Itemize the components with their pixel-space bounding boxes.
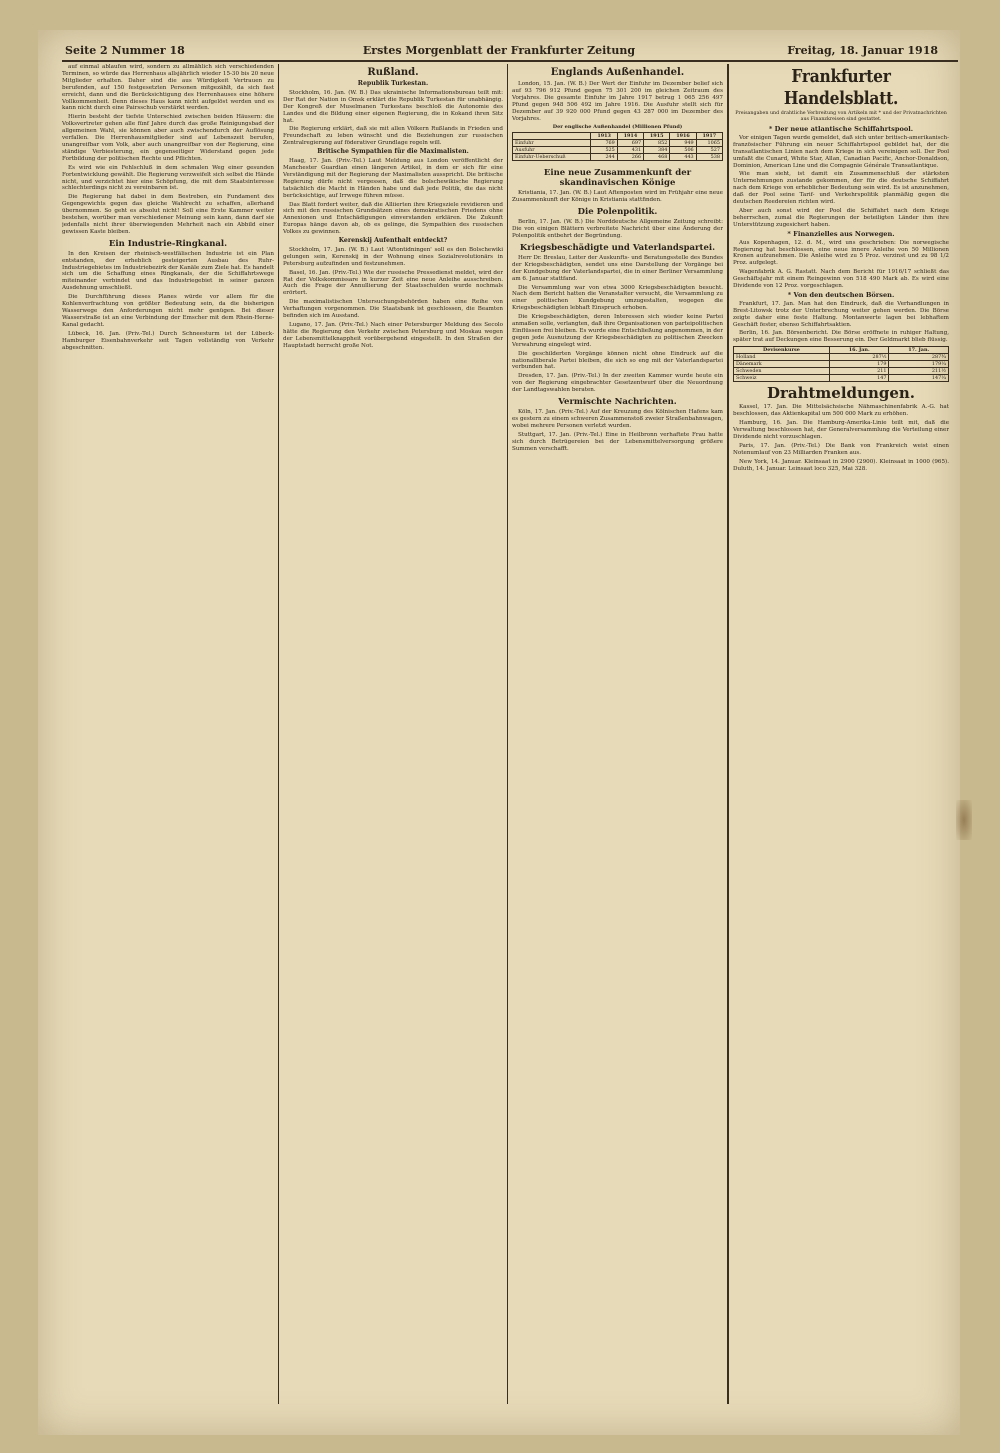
table-header-cell xyxy=(513,133,591,140)
article-heading: Rußland. xyxy=(367,67,419,78)
article-heading: * Von den deutschen Börsen. xyxy=(787,290,895,299)
paragraph: Frankfurt, 17. Jan. Man hat den Eindruck, daß die Verhandlungen in Brest-Litowsk trotz der Unterbrechung weiter gehen werden. Die Börse zeigte daher eine feste Haltung. Montanwerte lagen bei lebhaftem Geschäft fester, ebenso Schiffahrtsaktien. xyxy=(733,300,949,328)
table-caption: Der englische Außenhandel (Millionen Pfund) xyxy=(552,124,683,131)
column-4 xyxy=(733,64,949,1406)
table-header-cell: 1916 xyxy=(670,133,696,140)
paragraph: Die geschilderten Vorgänge können nicht ohne Eindruck auf die nationalliberale Partei bleiben, die sich so eng mit der Vaterlandspartei verbunden hat. xyxy=(512,350,723,371)
table-row xyxy=(734,375,949,382)
table-cell: Holland xyxy=(734,354,830,361)
section-title: Drahtmeldungen. xyxy=(766,384,916,403)
article-heading: Eine neue Zusammenkunft der skandinavischen Könige xyxy=(543,168,692,189)
column-2 xyxy=(283,64,503,1406)
table-cell: 384 xyxy=(644,147,670,154)
paragraph: Aus Kopenhagen, 12. d. M., wird uns geschrieben: Die norwegische Regierung hat beschlossen, eine neue innere Anleihe von 50 Millionen Kronen aufzunehmen. Die Anleihe wird zu 5 Proz. verzinst und zu 98 1/2 Proz. aufgelegt. xyxy=(733,239,949,267)
subheading: Republik Turkestan. xyxy=(357,80,429,87)
article-heading: * Der neue atlantische Schiffahrtspool. xyxy=(768,125,914,133)
table-header-cell: 1917 xyxy=(696,133,722,140)
section-title: Frankfurter Handelsblatt. xyxy=(783,66,899,109)
table-cell: Ausfuhr xyxy=(513,147,591,154)
table-header-cell: 1914 xyxy=(617,133,643,140)
paragraph: Aber auch sonst wird der Pool die Schiffahrt nach dem Kriege beherrschen, zumal die Regierungen der beteiligten Länder ihm ihre Unterstützung zugesichert haben. xyxy=(733,207,949,228)
table-cell: 949 xyxy=(670,140,696,147)
paragraph: Stockholm, 17. Jan. (W. B.) Laut 'Aftontidningen' soll es den Bolschewiki gelungen sein, Kerenskij in der Wohnung eines Sozialrevolutionärs in Petersburg aufzufinden und festzunehmen. xyxy=(283,246,503,267)
paragraph: Berlin, 16. Jan. Börsenbericht. Die Börse eröffnete in ruhiger Haltung, später trat auf Deckungen eine Besserung ein. Der Geldmarkt blieb flüssig. xyxy=(733,330,949,344)
table-row xyxy=(513,154,723,161)
table-header-cell: 1915 xyxy=(644,133,670,140)
table-cell: Schweiz xyxy=(734,375,830,382)
paragraph: Die Regierung erklärt, daß sie mit allen Völkern Rußlands in Frieden und Freundschaft zu leben wünscht und die Beziehungen zur russischen Zentralregierung auf föderativer Grundlage regeln will. xyxy=(283,126,503,147)
paragraph: In den Kreisen der rheinisch-westfälischen Industrie ist ein Plan entstanden, der erheblich gesteigerten Ausbau des Ruhr-Industriegebietes im Industriebezirk der Kanäle zum Ziele hat. Es handelt sich um die Schaffung eines Ringkanals, der die Schiffahrtswege miteinander verbindet und das Industriegebiet in seiner ganzen Ausdehnung umschließt. xyxy=(62,250,274,292)
masthead xyxy=(38,44,960,60)
table-cell: 287¾ xyxy=(889,354,949,361)
section-note: Preisangaben und drahtliche Verbreitung von Artikeln mit * und der Privatnachrichten aus Finanzkreisen sind gestattet. xyxy=(735,111,947,122)
table-cell: Einfuhr xyxy=(513,140,591,147)
table-cell: 431 xyxy=(617,147,643,154)
table-cell: 147¼ xyxy=(889,375,949,382)
paragraph: Die Regierung hat dabei in dem Bestreben, ein Fundament des Gegengewichts gegen das gleiche Wahlrecht zu schaffen, allerhand übernommen. So geht es absolut nicht! Soll eine Erste Kammer weiter bestehen, worüber man verschiedener Meinung sein kann, dann darf sie jedenfalls nicht ihrer überwiegenden Mehrheit nach ein Abbild einer gewissen Kaste bleiben. xyxy=(62,194,274,235)
column-3 xyxy=(512,64,723,1406)
paragraph: Wie man sieht, ist damit ein Zusammenschluß der stärksten Unternehmungen zustande gekommen, der für die deutsche Schiffahrt nach dem Kriege von erheblicher Bedeutung sein wird. Es ist anzunehmen, daß der Pool seine Tarif- und Verkehrspolitik planmäßig gegen die deutschen Reedereien richten wird. xyxy=(733,171,949,206)
table-cell: 1065 xyxy=(696,140,722,147)
table-row xyxy=(734,361,949,368)
paragraph: Kassel, 17. Jan. Die Mittelsächsische Nähmaschinenfabrik A.-G. hat beschlossen, das Aktienkapital um 500 000 Mark zu erhöhen. xyxy=(733,404,949,418)
paragraph: Die maximalistischen Untersuchungsbehörden haben eine Reihe von Verhaftungen vorgenommen. Die Staatsbank ist geschlossen, die Beamten befinden sich im Ausstand. xyxy=(283,299,503,320)
paragraph: Das Blatt fordert weiter, daß die Alliierten ihre Kriegsziele revidieren und sich mit den russischen Grundsätzen eines demokratischen Friedens ohne Annexionen und Entschädigungen einverstanden erklären. Die Zukunft Europas hänge davon ab, ob es gelinge, die Sympathien des russischen Volkes zu gewinnen. xyxy=(283,201,503,236)
paragraph: Berlin, 17. Jan. (W. B.) Die Norddeutsche Allgemeine Zeitung schreibt: Die von einigen Blättern verbreitete Nachricht über eine Änderung der Polenpolitik entbehrt der Begründung. xyxy=(512,219,723,239)
table-cell: 506 xyxy=(670,147,696,154)
exchange-table xyxy=(733,346,949,382)
issue-date: Freitag, 18. Januar 1918 xyxy=(787,44,938,57)
table-cell: 179 xyxy=(829,361,889,368)
table-row xyxy=(513,147,723,154)
table-cell: 769 xyxy=(591,140,617,147)
page-number: Seite 2 Nummer 18 xyxy=(65,44,185,57)
table-cell: 468 xyxy=(644,154,670,161)
paragraph: New York, 14. Januar. Kleinsaat in 2900 (2900). Kleinsaat in 1000 (965). Duluth, 14. Januar. Leinsaat loco 325, Mai 328. xyxy=(733,458,949,472)
table-header-cell: 16. Jan. xyxy=(829,347,889,354)
paragraph: Die Durchführung dieses Planes würde vor allem für die Kohlenverfrachtung von größter Bedeutung sein, da die bisherigen Wasserwege den Anforderungen nicht mehr genügen. Bei dieser Wasserstraße ist an eine Verbindung der Emscher mit dem Rhein-Herne-Kanal gedacht. xyxy=(62,294,274,328)
article-heading: Kriegsbeschädigte und Vaterlandspartei. xyxy=(519,242,716,253)
subheading: Britische Sympathien für die Maximalisten. xyxy=(317,148,469,156)
table-cell: Dänemark xyxy=(734,361,830,368)
table-header-cell: 17. Jan. xyxy=(889,347,949,354)
paragraph: London, 15. Jan. (W. B.) Der Wert der Einfuhr im Dezember belief sich auf 93 796 912 Pfund gegen 75 301 200 im gleichen Zeitraum des Vorjahres. Die gesamte Einfuhr im Jahre 1917 betrug 1 065 256 497 Pfund gegen 948 506 492 im Jahre 1916. Die Ausfuhr stellt sich für Dezember auf 39 920 000 Pfund gegen 43 287 000 im Dezember des Vorjahres. xyxy=(512,81,723,122)
paragraph: Köln, 17. Jan. (Priv.-Tel.) Auf der Kreuzung des Kölnischen Hafens kam es gestern zu einem schweren Zusammenstoß zweier Straßenbahnwagen, wobei mehrere Personen verletzt wurden. xyxy=(512,409,723,429)
table-cell: 287½ xyxy=(829,354,889,361)
paragraph: Basel, 16. Jan. (Priv.-Tel.) Wie der russische Pressedienst meldet, wird der Rat der Volkskommissare in kurzer Zeit eine neue Anleihe ausschreiben. Auch die Frage der Annullierung der Staatsschulden wurde nochmals erörtert. xyxy=(283,269,503,297)
paragraph: Vor einigen Tagen wurde gemeldet, daß sich unter britisch-amerikanisch-französischer Führung ein neuer Schiffahrtspool gebildet hat, der die transatlantischen Linien nach dem Kriege in sich vereinigen soll. Der Pool umfaßt die Cunard, White Star, Allan, Canadian Pacific, Anchor-Donaldson, Dominion, American Line und die Compagnie Générale Transatlantique. xyxy=(733,134,949,169)
column-divider xyxy=(507,64,508,1404)
article-heading: * Finanzielles aus Norwegen. xyxy=(787,229,895,238)
trade-table xyxy=(512,132,723,161)
table-cell: 179¼ xyxy=(889,361,949,368)
paragraph: Kristiania, 17. Jan. (W. B.) Laut Aftenposten wird im Frühjahr eine neue Zusammenkunft der Könige in Kristiania stattfinden. xyxy=(512,190,723,204)
table-header-cell: Devisenkurse xyxy=(734,347,830,354)
paragraph: Die Kriegsbeschädigten, deren Interessen sich wieder keine Partei anmaßen solle, verlangten, daß ihre Organisationen von parteipolitischen Einflüssen frei bleiben. Es wurde eine Entschließung angenommen, in der gegen jede Ausnutzung der Kriegsbeschädigten zu politischen Zwecken Verwahrung eingelegt wird. xyxy=(512,314,723,348)
newspaper-title: Erstes Morgenblatt der Frankfurter Zeitung xyxy=(362,44,636,57)
column-1 xyxy=(62,64,274,1406)
paper-stain xyxy=(956,800,972,840)
table-cell: 527 xyxy=(696,147,722,154)
paragraph: Dresden, 17. Jan. (Priv.-Tel.) In der zweiten Kammer wurde heute ein von der Regierung eingebrachter Gesetzentwurf über die Neuordnung der Landtagswahlen beraten. xyxy=(512,373,723,394)
table-cell: Schweden xyxy=(734,368,830,375)
paragraph: Wagenfabrik A. G. Rastatt. Nach dem Bericht für 1916/17 schließt das Geschäftsjahr mit einem Reingewinn von 518 490 Mark ab. Es wird eine Dividende von 12 Proz. vorgeschlagen. xyxy=(733,269,949,290)
paragraph: Es wird wie ein Fehlschluß in dem schmalen Weg einer gesunden Fortentwicklung gewählt. Die Regierung verzweifelt sich selbst die Hände nicht, und verzichtet hier eine Schöpfung, die mit dem Staatsinteresse schlechterdings nicht zu vereinbaren ist. xyxy=(62,164,274,192)
paragraph: Haag, 17. Jan. (Priv.-Tel.) Laut Meldung aus London veröffentlicht der Manchester Guardian einen längeren Artikel, in dem er sich für eine Verständigung mit der Regierung der Maximalisten ausspricht. Die britische Regierung dürfe nicht vergessen, daß die bolschewikische Regierung tatsächlich die Macht in Händen habe und daß jede Politik, die das nicht berücksichtige, auf Irrwege führen müsse. xyxy=(283,158,503,199)
table-cell: 147 xyxy=(829,375,889,382)
table-cell: 266 xyxy=(617,154,643,161)
paragraph: Stockholm, 16. Jan. (W. B.) Das ukrainische Informationsbureau teilt mit: Der Rat der Nation in Omsk erklärt die Republik Turkestan für unabhängig. Der Kongreß der Muselmanen Turkestans beschloß die Autonomie des Landes und die Bildung einer eigenen Regierung, die in Kokand ihren Sitz hat. xyxy=(283,89,503,124)
article-heading: Vermischte Nachrichten. xyxy=(558,397,677,408)
table-cell: 211 xyxy=(829,368,889,375)
masthead-rule xyxy=(62,60,958,62)
paragraph: Paris, 17. Jan. (Priv.-Tel.) Die Bank von Frankreich weist einen Notenumlauf von 23 Milliarden Franken aus. xyxy=(733,442,949,456)
paragraph: Hamburg, 16. Jan. Die Hamburg-Amerika-Linie teilt mit, daß die Verwaltung beschlossen hat, der Generalversammlung die Verteilung einer Dividende nicht vorzuschlagen. xyxy=(733,420,949,440)
paragraph: Stuttgart, 17. Jan. (Priv.-Tel.) Eine in Heilbronn verhaftete Frau hatte sich durch Betrügereien bei der Lebensmittelversorgung größere Summen verschafft. xyxy=(512,431,723,452)
paragraph: Lugano, 17. Jan. (Priv.-Tel.) Nach einer Petersburger Meldung des Secolo hätte die Regierung den Verkehr zwischen Petersburg und Moskau wegen der Lebensmittelknappheit vorübergehend eingestellt. In den Straßen der Hauptstadt herrscht große Not. xyxy=(283,322,503,349)
table-header-cell: 1913 xyxy=(591,133,617,140)
table-cell: 443 xyxy=(670,154,696,161)
subheading: Kerenskij Aufenthalt entdeckt? xyxy=(338,237,448,245)
table-cell: 697 xyxy=(617,140,643,147)
paragraph: auf einmal ablaufen wird, sondern zu allmählich sich verschiedenden Terminen, so würde das Herrenhaus allsjährlich wieder 15-30 bis 20 neue Mitglieder erhalten. Daher sind die aus Würdigkeit Vertrauen zu berufenden, auf 150 festgesetzten Personen mitgezählt, da sich fast erreicht, dann und die Berücksichtigung des Herrenhauses eine höhere Vollkommenheit. Denn dieses Haus kann nicht aufgelöst werden und es kann nicht durch eine Pairsschub verstärkt werden. xyxy=(62,64,274,112)
column-divider xyxy=(278,64,279,1404)
table-row xyxy=(734,354,949,361)
article-heading: Englands Außenhandel. xyxy=(550,67,685,78)
paragraph: Herr Dr. Breslau, Leiter der Auskunfts- und Beratungsstelle des Bundes der Kriegsbeschädigten, sendet uns eine Darstellung der Vorgänge bei der Kundgebung der Vaterlandspartei, die in einer Berliner Versammlung am 6. Januar stattfand. xyxy=(512,254,723,282)
paragraph: Hierin besteht der tiefste Unterschied zwischen beiden Häusern: die Volksvertreter gehen alle fünf Jahre durch das große Reinigungsbad der allgemeinen Wahl, sie können aber auch zwischendurch der Auflösung verfallen. Die Herrenhausmitglieder sind auf Lebenszeit berufen, unangreifbar vom Volk, aber auch unangreifbar von der Regierung, eine ständige Verbiesterung, ein gegenseitiger Widerstand gegen jede Fortbildung der politischen Rechte und Pflichten. xyxy=(62,114,274,162)
column-divider xyxy=(727,64,729,1404)
article-heading: Ein Industrie-Ringkanal. xyxy=(108,238,228,249)
paragraph: Die Versammlung war von etwa 3000 Kriegsbeschädigten besucht. Nach dem Bericht hatten die Veranstalter versucht, die Versammlung zu einer politischen Kundgebung umzugestalten, wogegen die Kriegsbeschädigten lebhaft Einspruch erhoben. xyxy=(512,284,723,312)
paragraph: Lübeck, 16. Jan. (Priv.-Tel.) Durch Schneesturm ist der Lübeck-Hamburger Eisenbahnverkehr seit Tagen vollständig von Verkehr abgeschnitten. xyxy=(62,330,274,351)
table-row xyxy=(513,140,723,147)
table-cell: 852 xyxy=(644,140,670,147)
table-row xyxy=(734,368,949,375)
table-cell: 538 xyxy=(696,154,722,161)
article-heading: Die Polenpolitik. xyxy=(577,207,658,218)
table-cell: 211½ xyxy=(889,368,949,375)
table-cell: 525 xyxy=(591,147,617,154)
table-cell: 244 xyxy=(591,154,617,161)
table-cell: Einfuhr-Ueberschuß xyxy=(513,154,591,161)
